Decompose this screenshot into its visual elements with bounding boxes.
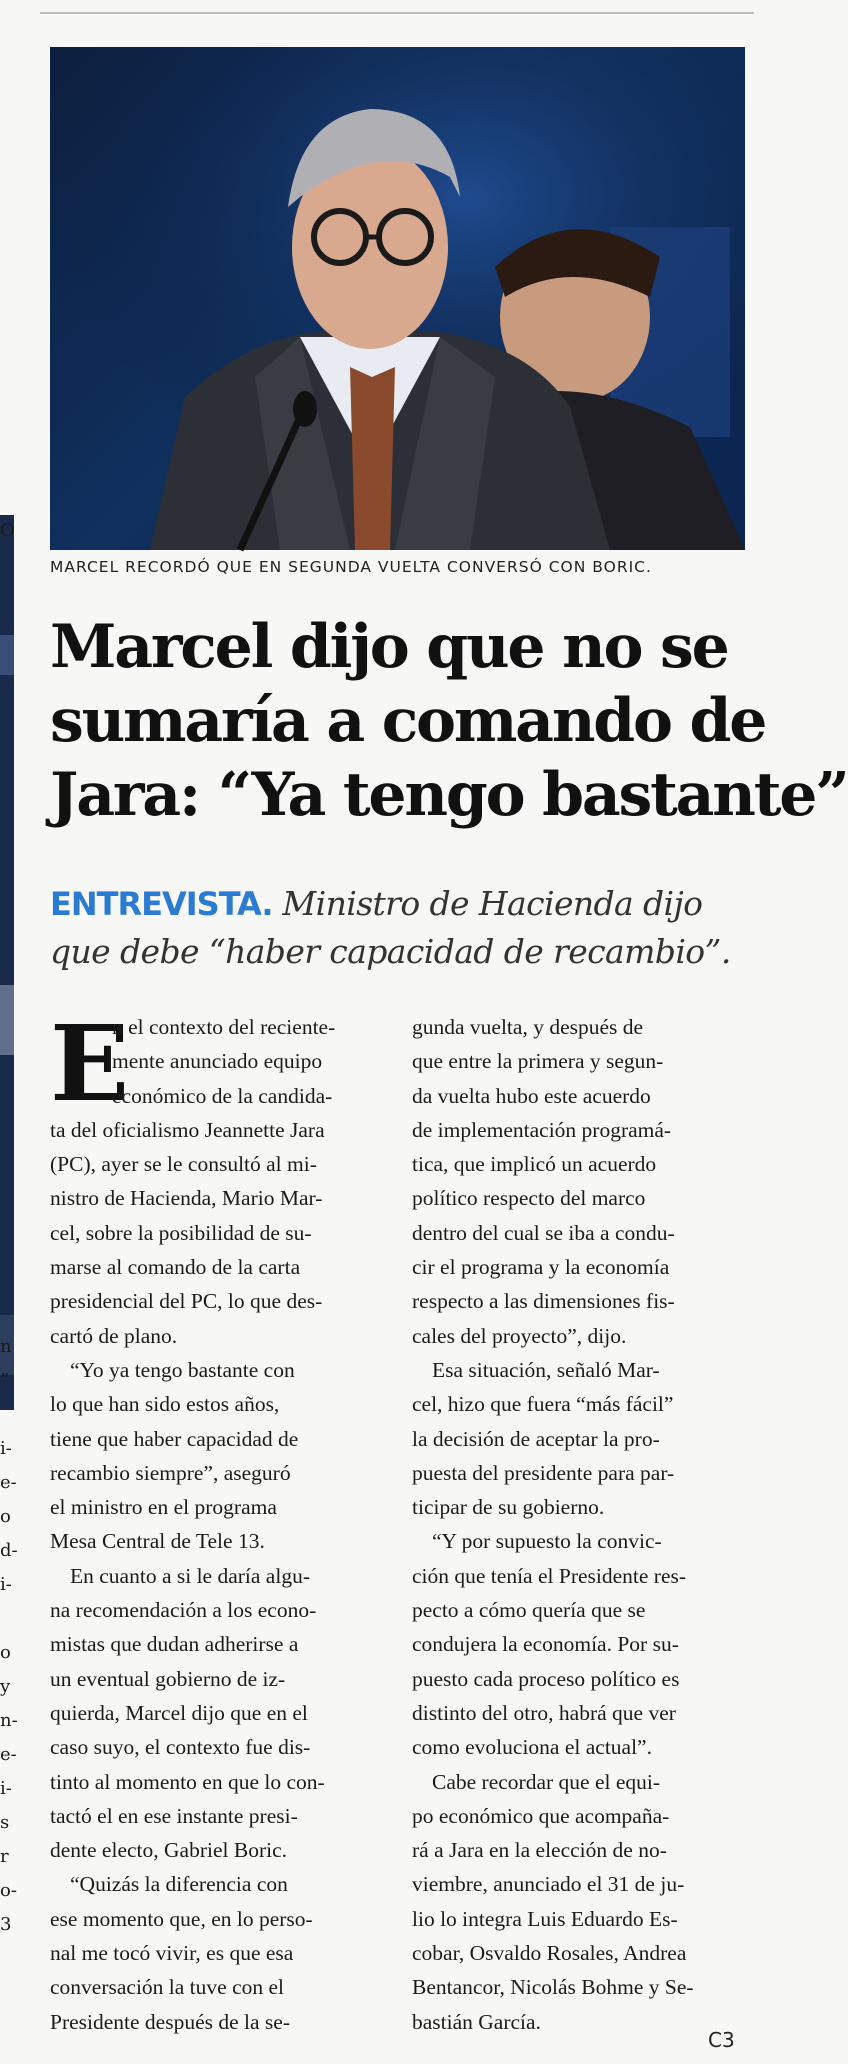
- article-column-2: [412, 1010, 752, 2039]
- article-line: distinto del otro, habrá que ver: [412, 1700, 676, 1725]
- article-line: tinto al momento en que lo con-: [50, 1769, 325, 1794]
- top-rule: [40, 12, 754, 14]
- article-line: tactó el en ese instante presi-: [50, 1803, 298, 1828]
- article-line: cel, sobre la posibilidad de su-: [50, 1220, 312, 1245]
- article-line: rá a Jara en la elección de no-: [412, 1838, 667, 1863]
- article-line: ta del oficialismo Jeannette Jara: [50, 1117, 325, 1142]
- article-line: la decisión de aceptar la pro-: [412, 1426, 660, 1451]
- subheadline: [50, 880, 760, 975]
- article-line: tiene que haber capacidad de: [50, 1426, 299, 1451]
- article-line: presidencial del PC, lo que des-: [50, 1289, 323, 1314]
- article-line: conversación la tuve con el: [50, 1975, 285, 2000]
- article-line: cir el programa y la economía: [412, 1255, 670, 1280]
- article-line: viembre, anunciado el 31 de ju-: [412, 1872, 685, 1897]
- article-line: cartó de plano.: [50, 1323, 178, 1348]
- article-line: nal me tocó vivir, es que esa: [50, 1941, 294, 1966]
- headline: [50, 610, 848, 832]
- article-line: recambio siempre”, aseguró: [50, 1460, 291, 1485]
- photo-illustration: [50, 47, 745, 550]
- article-line: que entre la primera y segun-: [412, 1049, 664, 1074]
- article-line: político respecto del marco: [412, 1186, 646, 1211]
- article-line: nistro de Hacienda, Mario Mar-: [50, 1186, 323, 1211]
- subheadline-line: que debe “haber capacidad de recambio”.: [50, 932, 731, 971]
- headline-line: Jara: “Ya tengo bastante”: [50, 760, 848, 830]
- article-line: condujera la economía. Por su-: [412, 1632, 679, 1657]
- article-line: n el contexto del reciente-: [112, 1015, 336, 1039]
- article-line: cel, hizo que fuera “más fácil”: [412, 1392, 674, 1417]
- article-line: caso suyo, el contexto fue dis-: [50, 1735, 311, 1760]
- article-line: cobar, Osvaldo Rosales, Andrea: [412, 1941, 687, 1966]
- article-line: gunda vuelta, y después de: [412, 1015, 644, 1039]
- article-line: lio lo integra Luis Eduardo Es-: [412, 1906, 678, 1931]
- headline-line: Marcel dijo que no se: [50, 612, 728, 682]
- article-line: dente electo, Gabriel Boric.: [50, 1838, 287, 1863]
- article-line: económico de la candida-: [112, 1083, 333, 1108]
- article-line: puesta del presidente para par-: [412, 1460, 675, 1485]
- article-photo: [50, 47, 745, 550]
- article-line: de implementación programá-: [412, 1117, 672, 1142]
- article-line: da vuelta hubo este acuerdo: [412, 1083, 651, 1108]
- article-line: quierda, Marcel dijo que en el: [50, 1700, 308, 1725]
- article-line: dentro del cual se iba a condu-: [412, 1220, 675, 1245]
- adjacent-caption-fragment: O: [0, 520, 15, 541]
- article-line: bastián García.: [412, 2009, 541, 2034]
- adjacent-column-fragments: n ” i- e- o d- i- o y n- e- i- s r o- 3: [0, 1336, 18, 1935]
- article-line: Esa situación, señaló Mar-: [432, 1357, 660, 1382]
- adjacent-article-photo-strip: [0, 515, 14, 1410]
- article-line: el ministro en el programa: [50, 1495, 277, 1520]
- article-line: cales del proyecto”, dijo.: [412, 1323, 627, 1348]
- article-line: (PC), ayer se le consultó al mi-: [50, 1152, 317, 1177]
- article-line: respecto a las dimensiones fis-: [412, 1289, 675, 1314]
- article-line: mente anunciado equipo: [112, 1049, 323, 1074]
- article-line: ticipar de su gobierno.: [412, 1495, 605, 1520]
- article-line: Cabe recordar que el equi-: [432, 1769, 661, 1794]
- article-line: tica, que implicó un acuerdo: [412, 1152, 657, 1177]
- drop-cap: E: [50, 1002, 130, 1125]
- article-line: lo que han sido estos años,: [50, 1392, 280, 1417]
- article-line: pecto a cómo quería que se: [412, 1598, 646, 1623]
- article-line: ese momento que, en lo perso-: [50, 1906, 313, 1931]
- article-line: Bentancor, Nicolás Bohme y Se-: [412, 1975, 694, 2000]
- article-line: na recomendación a los econo-: [50, 1598, 317, 1623]
- article-line: po económico que acompaña-: [412, 1803, 670, 1828]
- article-line: Presidente después de la se-: [50, 2009, 291, 2034]
- article-line: “Yo ya tengo bastante con: [70, 1357, 295, 1382]
- headline-line: sumaría a comando de: [50, 686, 766, 756]
- section-kicker: ENTREVISTA.: [50, 885, 273, 923]
- article-line: “Y por supuesto la convic-: [432, 1529, 662, 1554]
- article-line: ción que tenía el Presidente res-: [412, 1563, 687, 1588]
- article-line: marse al comando de la carta: [50, 1255, 301, 1280]
- article-column-1: [50, 1002, 380, 2039]
- end-mark: C3: [708, 2028, 735, 2052]
- article-line: un eventual gobierno de iz-: [50, 1666, 286, 1691]
- article-line: puesto cada proceso político es: [412, 1666, 680, 1691]
- article-line: mistas que dudan adherirse a: [50, 1632, 299, 1657]
- article-line: Mesa Central de Tele 13.: [50, 1529, 265, 1554]
- subheadline-line: Ministro de Hacienda dijo: [272, 884, 703, 923]
- article-line: En cuanto a si le daría algu-: [70, 1563, 310, 1588]
- article-line: “Quizás la diferencia con: [70, 1872, 288, 1897]
- photo-caption: MARCEL RECORDÓ QUE EN SEGUNDA VUELTA CONVERSÓ CON BORIC.: [50, 558, 652, 576]
- article-line: como evoluciona el actual”.: [412, 1735, 652, 1760]
